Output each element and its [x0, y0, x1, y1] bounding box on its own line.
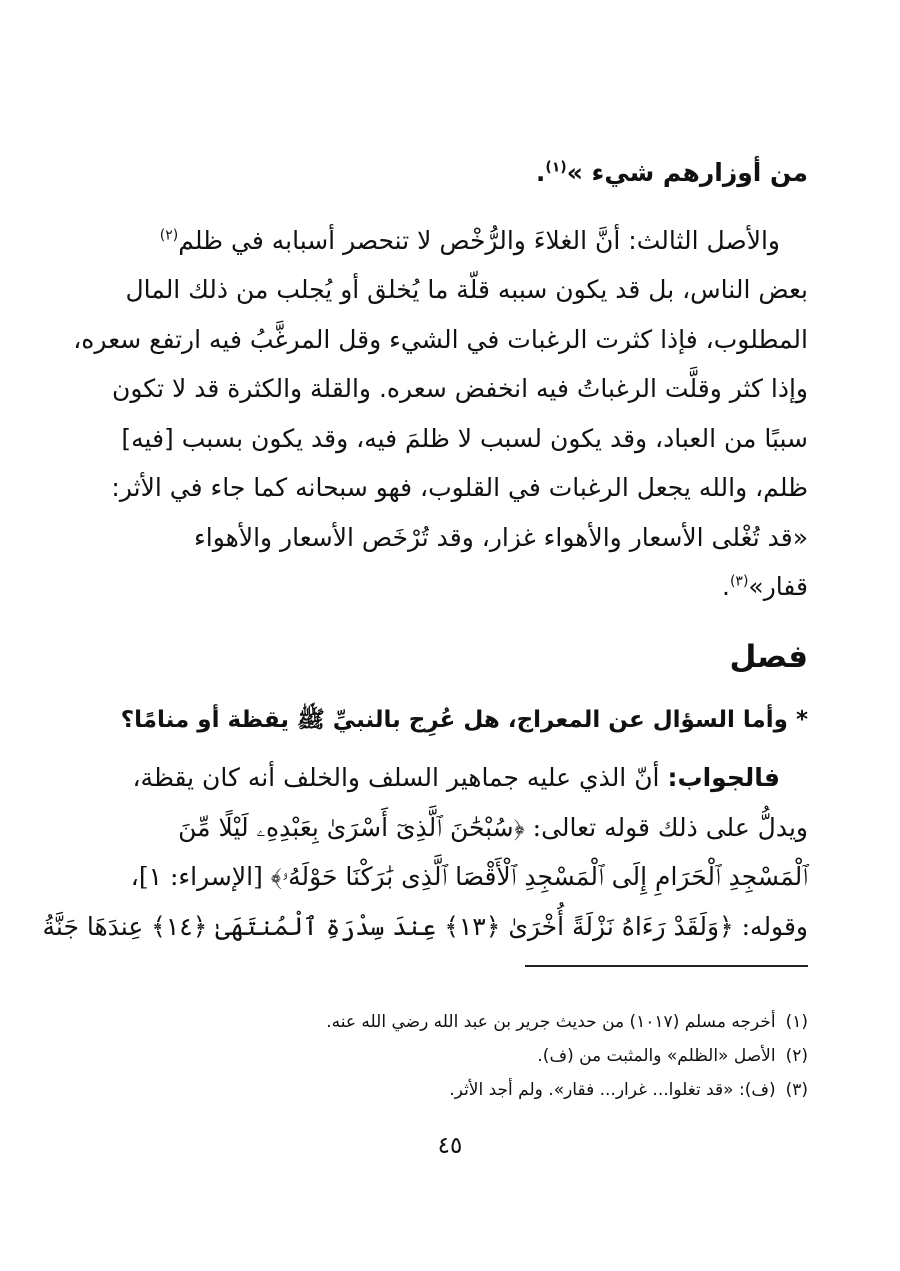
footnote-divider [525, 965, 808, 967]
quran-line: ويدلُّ على ذلك قوله تعالى: ﴿سُبْحَٰنَ ٱلَّذِىٓ أَسْرَىٰ بِعَبْدِهِۦ لَيْلًا مِّنَ [178, 812, 808, 842]
footnote-ref[interactable]: (٣) [729, 573, 749, 590]
quran-line: وقوله: ﴿وَلَقَدْ رَءَاهُ نَزْلَةً أُخْرَىٰ ﴿١٣﴾ عِندَ سِدْرَةِ ٱلْمُنتَهَىٰ ﴿١٤﴾ عِندَهَا جَنَّةُ [42, 911, 808, 941]
text-line: سببًا من العباد، وقد يكون لسبب لا ظلمَ فيه، وقد يكون بسبب [فيه] [121, 423, 808, 453]
text-line: «قد تُغْلى الأسعار والأهواء غزار، وقد تُرْخَص الأسعار والأهواء [194, 522, 808, 552]
footnote-ref[interactable]: (٢) [159, 227, 179, 244]
text-line: والأصل الثالث: أنَّ الغلاءَ والرُّخْص لا تنحصر أسبابه في ظلم$^{(٢)}$ [159, 225, 780, 255]
text-line: قفار»$^{(٣)}$. [721, 572, 808, 601]
text-line: ظلم، والله يجعل الرغبات في القلوب، فهو سبحانه كما جاء في الأثر: [111, 473, 808, 502]
text-line: من أوزارهم شيء »$^{(١)}$. [535, 158, 808, 187]
footnotes [100, 1005, 808, 1107]
footnote: (٣)(ف): «قد تغلوا... غرار... فقار». ولم أجد الأثر. [449, 1080, 808, 1100]
footnote: (١)أخرجه مسلم (١٠١٧) من حديث جرير بن عبد الله رضي الله عنه. [326, 1012, 808, 1032]
section-title: فصل [729, 638, 808, 675]
footnote: (٢)الأصل «الظلم» والمثبت من (ف). [537, 1046, 808, 1066]
text-line: بعض الناس، بل قد يكون سببه قلّة ما يُخلق أو يُجلب من ذلك المال [125, 275, 808, 304]
text-line: فالجواب: أنّ الذي عليه جماهير السلف والخلف أنه كان يقظة، [132, 763, 780, 792]
quran-line: ٱلْمَسْجِدِ ٱلْحَرَامِ إِلَى ٱلْمَسْجِدِ ٱلْأَقْصَا ٱلَّذِى بَٰرَكْنَا حَوْلَهُۥ﴾ [الإسراء: ١]، [130, 862, 808, 891]
main-text [42, 148, 808, 951]
footnote-ref[interactable]: (١) [545, 159, 567, 176]
text-line: المطلوب، فإذا كثرت الرغبات في الشيء وقل المرغَّبُ فيه ارتفع سعره، [73, 324, 808, 354]
page-number: ٤٥ [437, 1133, 463, 1159]
section-question: * وأما السؤال عن المعراج، هل عُرِج بالنبيِّ ﷺ يقظة أو منامًا؟ [120, 706, 808, 733]
text-line: وإذا كثر وقلَّت الرغباتُ فيه انخفض سعره. والقلة والكثرة قد لا تكون [112, 374, 808, 403]
